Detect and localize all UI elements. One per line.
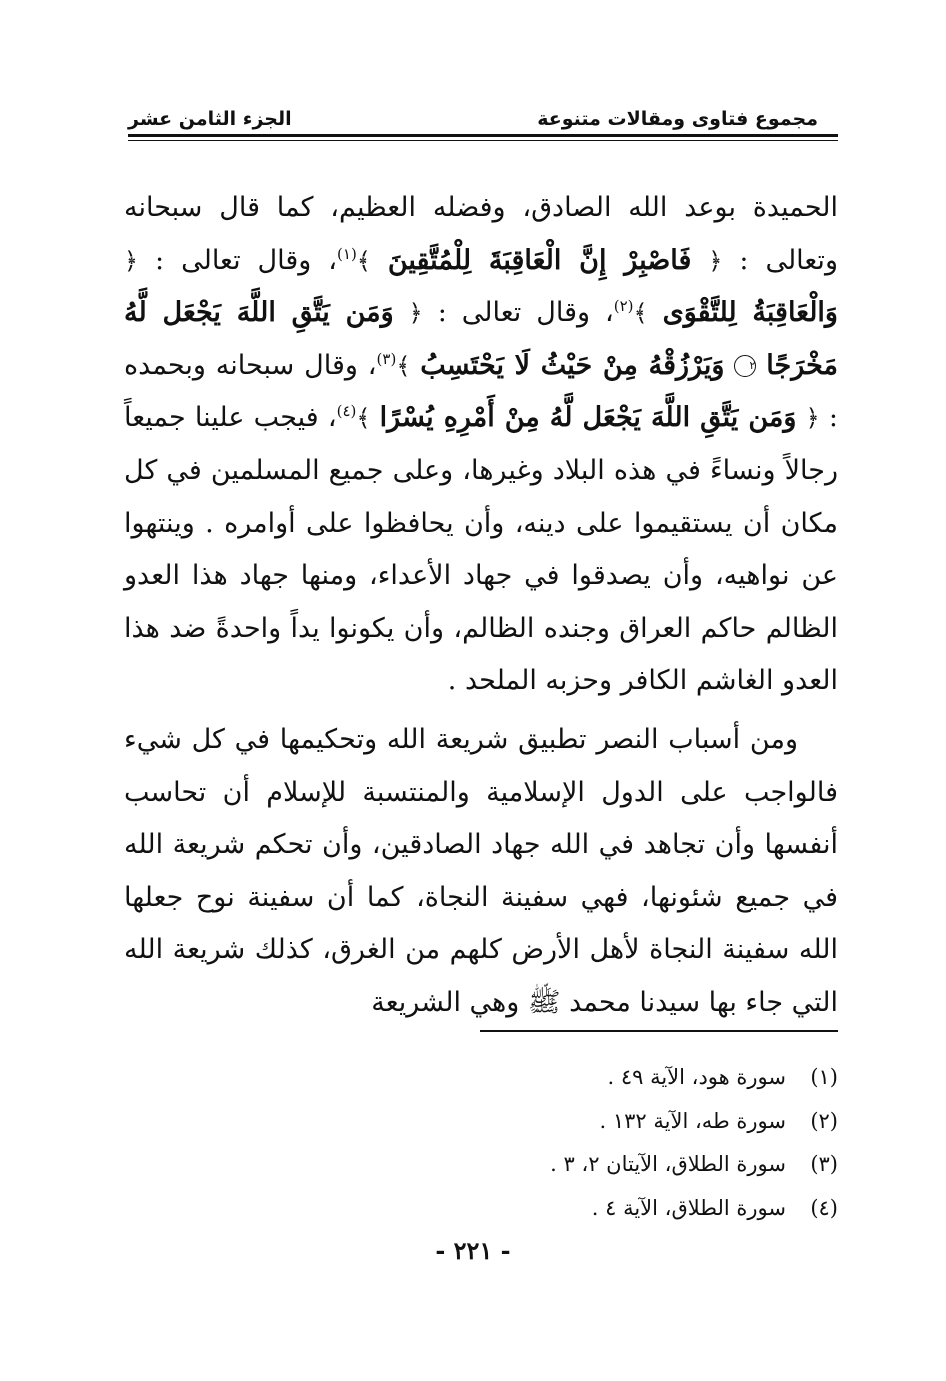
quran-open-bracket: ﴿ <box>805 404 820 433</box>
footnote-number: (٣) <box>810 1152 838 1176</box>
quran-close-bracket: ﴾ <box>356 246 371 275</box>
footnote-item <box>300 1056 838 1100</box>
ayah-number-marker: ٢ <box>734 355 756 377</box>
footnote-number: (٢) <box>810 1108 838 1133</box>
quran-close-bracket: ﴾ <box>356 404 371 433</box>
text-run: ، وقال تعالى : <box>437 297 614 329</box>
footnote-text: سورة الطلاق، الآيتان ٢، ٣ . <box>550 1152 786 1176</box>
text-run: ، وقال تعالى : <box>155 244 338 276</box>
text-run: ومن أسباب النصر تطبيق شريعة الله وتحكيمها في كل شيء فالواجب على الدول الإسلامية والمنتسبة للإسلام أن تحاسب أنفسها وأن تجاهد في الله جهاد الصادقين، وأن تحكم شريعة الله في جميع شئونها، فهي سفينة النجاة، كما أن سفينة نوح جعلها الله سفينة النجاة لأهل الأرض كلهم من الغرق، كذلك شريعة الله التي جاء بها سيدنا محمد <box>124 723 838 1018</box>
header-rule-thick <box>128 134 838 137</box>
page-number: - ٢٢١ - <box>435 1236 511 1265</box>
footnote-ref: (١) <box>337 244 357 263</box>
footnote-text: سورة طه، الآية ١٣٢ . <box>599 1108 786 1133</box>
footnote-text: سورة الطلاق، الآية ٤ . <box>591 1195 786 1220</box>
quran-close-bracket: ﴾ <box>396 351 411 380</box>
volume-label: الجزء الثامن عشر <box>128 108 292 130</box>
quran-open-bracket: ﴿ <box>124 246 139 275</box>
footnote-text: سورة هود، الآية ٤٩ . <box>607 1065 786 1089</box>
footnote-number: (١) <box>810 1065 838 1089</box>
quran-verse: فَاصْبِرْ إِنَّ الْعَاقِبَةَ لِلْمُتَّقِينَ <box>387 244 692 276</box>
quran-open-bracket: ﴿ <box>408 299 423 328</box>
footnote-number: (٤) <box>810 1195 838 1220</box>
footnotes <box>300 1056 838 1230</box>
footnote-item <box>300 1143 838 1187</box>
header-rule-thin <box>128 140 838 141</box>
main-text <box>124 182 838 1030</box>
footnote-ref: (٤) <box>336 402 357 421</box>
paragraph-2 <box>124 714 838 1030</box>
quran-verse: وَالْعَاقِبَةُ لِلتَّقْوَى <box>662 297 838 329</box>
text-run: ، فيجب علينا جميعاً رجالاً ونساءً في هذه البلاد وغيرها، وعلى جميع المسلمين في كل مكان أن يستقيموا على دينه، وأن يحافظوا على أوامره . وينتهوا عن نواهيه، وأن يصدقوا في جهاد الأعداء، ومنها جهاد هذا العدو الظالم حاكم العراق وجنده الظالم، وأن يكونوا يداً واحدةً ضد هذا العدو الغاشم الكافر وحزبه الملحد . <box>124 402 838 697</box>
quran-verse: وَمَن يَتَّقِ اللَّهَ يَجْعَل لَّهُ مَخْرَجًا <box>124 297 838 381</box>
quran-open-bracket: ﴿ <box>708 246 723 275</box>
text-run: الحميدة بوعد الله الصادق، وفضله العظيم، كما قال سبحانه وتعالى : <box>124 192 838 276</box>
text-run: وهي الشريعة <box>371 986 520 1018</box>
footnote-item <box>300 1187 838 1231</box>
text-run: ، وقال سبحانه وبحمده : <box>124 349 838 434</box>
footnote-ref: (٣) <box>376 349 397 368</box>
quran-verse: وَمَن يَتَّقِ اللَّهَ يَجْعَل لَّهُ مِنْ أَمْرِهِ يُسْرًا <box>379 402 797 434</box>
book-title: مجموع فتاوى ومقالات متنوعة <box>537 108 818 130</box>
salutation-glyph: ﷺ <box>527 986 561 1018</box>
footnote-separator <box>480 1030 838 1032</box>
running-header <box>128 96 818 130</box>
quran-verse: وَيَرْزُقْهُ مِنْ حَيْثُ لَا يَحْتَسِبُ <box>420 349 725 381</box>
paragraph-1 <box>124 182 838 708</box>
footnote-item <box>300 1100 838 1144</box>
quran-close-bracket: ﴾ <box>633 299 648 328</box>
footnote-ref: (٢) <box>613 297 634 316</box>
